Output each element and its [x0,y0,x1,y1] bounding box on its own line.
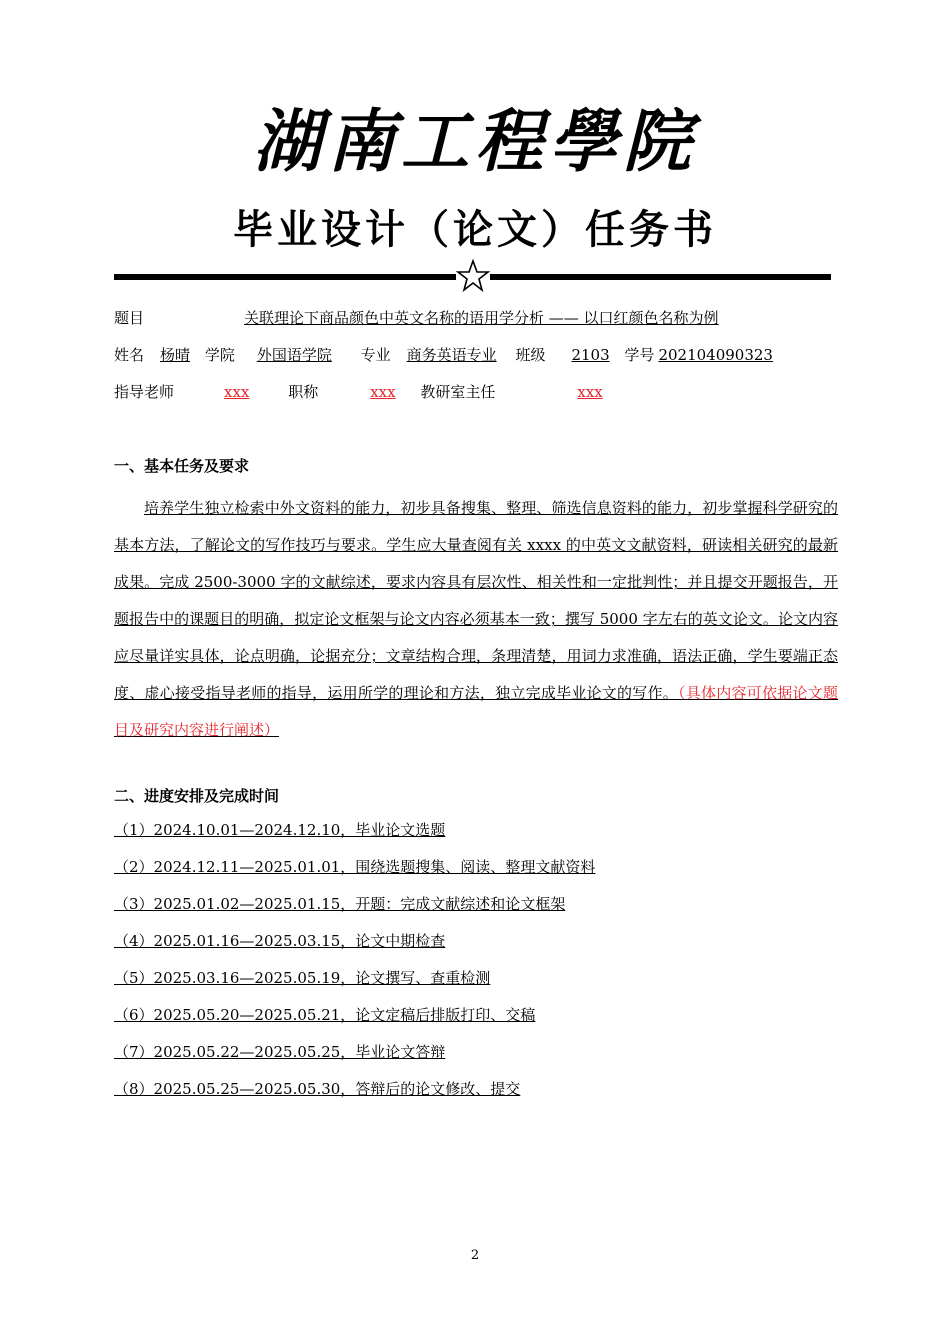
schedule-item-text: （8）2025.05.25—2025.05.30，答辩后的论文修改、提交 [114,1080,521,1098]
student-id-label: 学号 [624,346,655,364]
schedule-item-text: （7）2025.05.22—2025.05.25，毕业论文答辩 [114,1043,446,1061]
schedule-item-text: （4）2025.01.16—2025.03.15，论文中期检查 [114,932,446,950]
job-title-value: xxx [370,383,396,401]
student-id-value: 202104090323 [658,346,773,364]
schedule-item-text: （3）2025.01.02—2025.01.15，开题：完成文献综述和论文框架 [114,895,566,913]
schedule-list [114,818,595,1114]
divider-left [114,274,456,280]
document-title: 毕业设计（论文）任务书 [233,207,717,253]
name-label: 姓名 [114,346,145,364]
director-value: xxx [577,383,603,401]
school-logo: 湖南工程學院 [252,102,697,182]
advisor-value: xxx [224,383,250,401]
section1-heading: 一、基本任务及要求 [114,457,250,475]
schedule-item [114,1003,595,1040]
schedule-item-text: （1）2024.10.01—2024.12.10，毕业论文选题 [114,821,446,839]
major-value: 商务英语专业 [406,346,497,364]
topic-label: 题目 [114,309,145,327]
section2-heading: 二、进度安排及完成时间 [114,787,280,805]
major-label: 专业 [360,346,391,364]
college-value: 外国语学院 [256,346,332,364]
schedule-item-text: （2）2024.12.11—2025.01.01，围绕选题搜集、阅读、整理文献资料 [114,858,596,876]
schedule-item-text: （5）2025.03.16—2025.05.19，论文撰写、查重检测 [114,969,491,987]
advisor-line [114,382,603,402]
divider-right [490,274,831,280]
topic-line [114,308,719,328]
schedule-item [114,929,595,966]
section1-note: （具体内容可依据论文题目及研究内容进行阐述） [114,684,838,739]
section1-text: 培养学生独立检索中外文资料的能力，初步具备搜集、整理、筛选信息资料的能力，初步掌握科学研究的基本方法，了解论文的写作技巧与要求。学生应大量查阅有关 xxxx 的中英文文献资料，研读相关研究的最新成果。完成 2500-3000 字的文献综述，要求内容具有层次性、相关性和一定批判性；并且提交开题报告，开题报告中的课题目的明确，拟定论文框架与论文内容必须基本一致；撰写 5000 字左右的英文论文。论文内容应尽量详实具体，论点明确，论据充分；文章结构合理，条理清楚，用词力求准确，语法正确，学生要端正态度、虚心接受指导老师的指导，运用所学的理论和方法，独立完成毕业论文的写作。 [114,499,838,702]
class-label: 班级 [515,346,546,364]
schedule-item [114,966,595,1003]
star-icon [456,258,490,294]
director-label: 教研室主任 [420,383,496,401]
page-number: 2 [470,1248,480,1263]
schedule-item [114,855,595,892]
schedule-item [114,1040,595,1077]
college-label: 学院 [204,346,235,364]
student-info-line [114,345,781,365]
schedule-item-text: （6）2025.05.20—2025.05.21，论文定稿后排版打印、交稿 [114,1006,536,1024]
name-value: 杨晴 [160,346,191,364]
schedule-item [114,892,595,929]
class-value: 2103 [571,346,610,364]
schedule-item [114,818,595,855]
job-title-label: 职称 [288,383,319,401]
topic-value: 关联理论下商品颜色中英文名称的语用学分析 —— 以口红颜色名称为例 [244,309,719,327]
advisor-label: 指导老师 [114,383,175,401]
section1-body [114,490,838,749]
schedule-item [114,1077,595,1114]
